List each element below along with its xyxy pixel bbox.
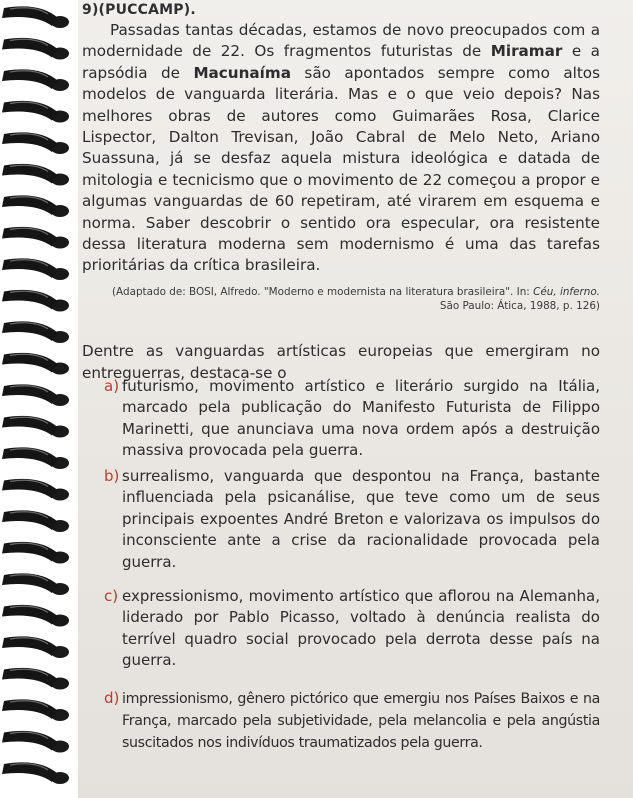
source-citation <box>94 285 600 313</box>
source-line-1 <box>94 285 600 299</box>
question-prompt-text: Dentre as vanguardas artísticas europeias que emergiram no entreguerras, destaca-se o <box>82 342 600 382</box>
option-d[interactable] <box>104 688 600 754</box>
option-c-letter: c) <box>104 587 119 605</box>
question-header: 9)(PUCCAMP). <box>82 2 196 18</box>
source-line-2: São Paulo: Ática, 1988, p. 126) <box>439 300 600 312</box>
option-b-letter: b) <box>104 467 120 485</box>
option-c[interactable] <box>104 586 600 672</box>
source-line-1-italic: Céu, inferno. <box>533 286 600 298</box>
passage-bold-macunaima: Macunaíma <box>193 63 291 82</box>
option-d-letter: d) <box>104 689 120 707</box>
option-b[interactable] <box>104 466 600 573</box>
passage-bold-miramar: Miramar <box>490 42 563 61</box>
passage-text <box>82 20 600 277</box>
spiral-binding <box>0 0 78 798</box>
option-b-text: surrealismo, vanguarda que despontou na França, bastante influenciada pela psicanálise, que teve como um de seus principais expoentes André Breton e valorizava os impulsos do inconsciente ante a crise da racionalidade provocada pela guerra. <box>122 467 600 571</box>
source-line-1-text: (Adaptado de: BOSI, Alfredo. "Moderno e modernista na literatura brasileira". In: <box>112 286 534 298</box>
passage-part-2: e a rapsódia de <box>82 42 600 82</box>
option-d-text: impressionismo, gênero pictórico que emergiu nos Países Baixos e na França, marcado pela subjetividade, pela melancolia e pela angústia suscitados nos indivíduos traumatizados pela guerra. <box>122 691 600 751</box>
option-a-text: futurismo, movimento artístico e literário surgido na Itália, marcado pela publicação do Manifesto Futurista de Filippo Marinetti, que anunciava uma nova ordem após a destruição massiva provocada pela guerra. <box>122 377 600 460</box>
option-a[interactable] <box>104 376 600 462</box>
passage-part-3: são apontados sempre como altos modelos de vanguarda literária. Mas e o que veio depois? Nas melhores obras de autores como Guimarães Rosa, Clarice Lispector, Dalton Trevisan, João Cabral de Melo Neto, Ariano Suassuna, já se desfaz aquela mistura ideológica e datada de mitologia e tecnicismo que o movimento de 22 começou a propor e algumas vanguardas de 60 repetiram, até virarem em esquema e norma. Saber descobrir o sentido ora especular, ora resistente dessa literatura moderna sem modernismo é uma das tarefas prioritárias da crítica brasileira. <box>82 63 601 275</box>
option-c-text: expressionismo, movimento artístico que aflorou na Alemanha, liderado por Pablo Picasso, voltado à denúncia realista do terrível quadro social provocado pela derrota desse país na guerra. <box>122 587 600 670</box>
option-a-letter: a) <box>104 377 120 395</box>
passage-part-1: Passadas tantas décadas, estamos de novo preocupados com a modernidade de 22. Os fragmentos futuristas de <box>82 21 600 61</box>
